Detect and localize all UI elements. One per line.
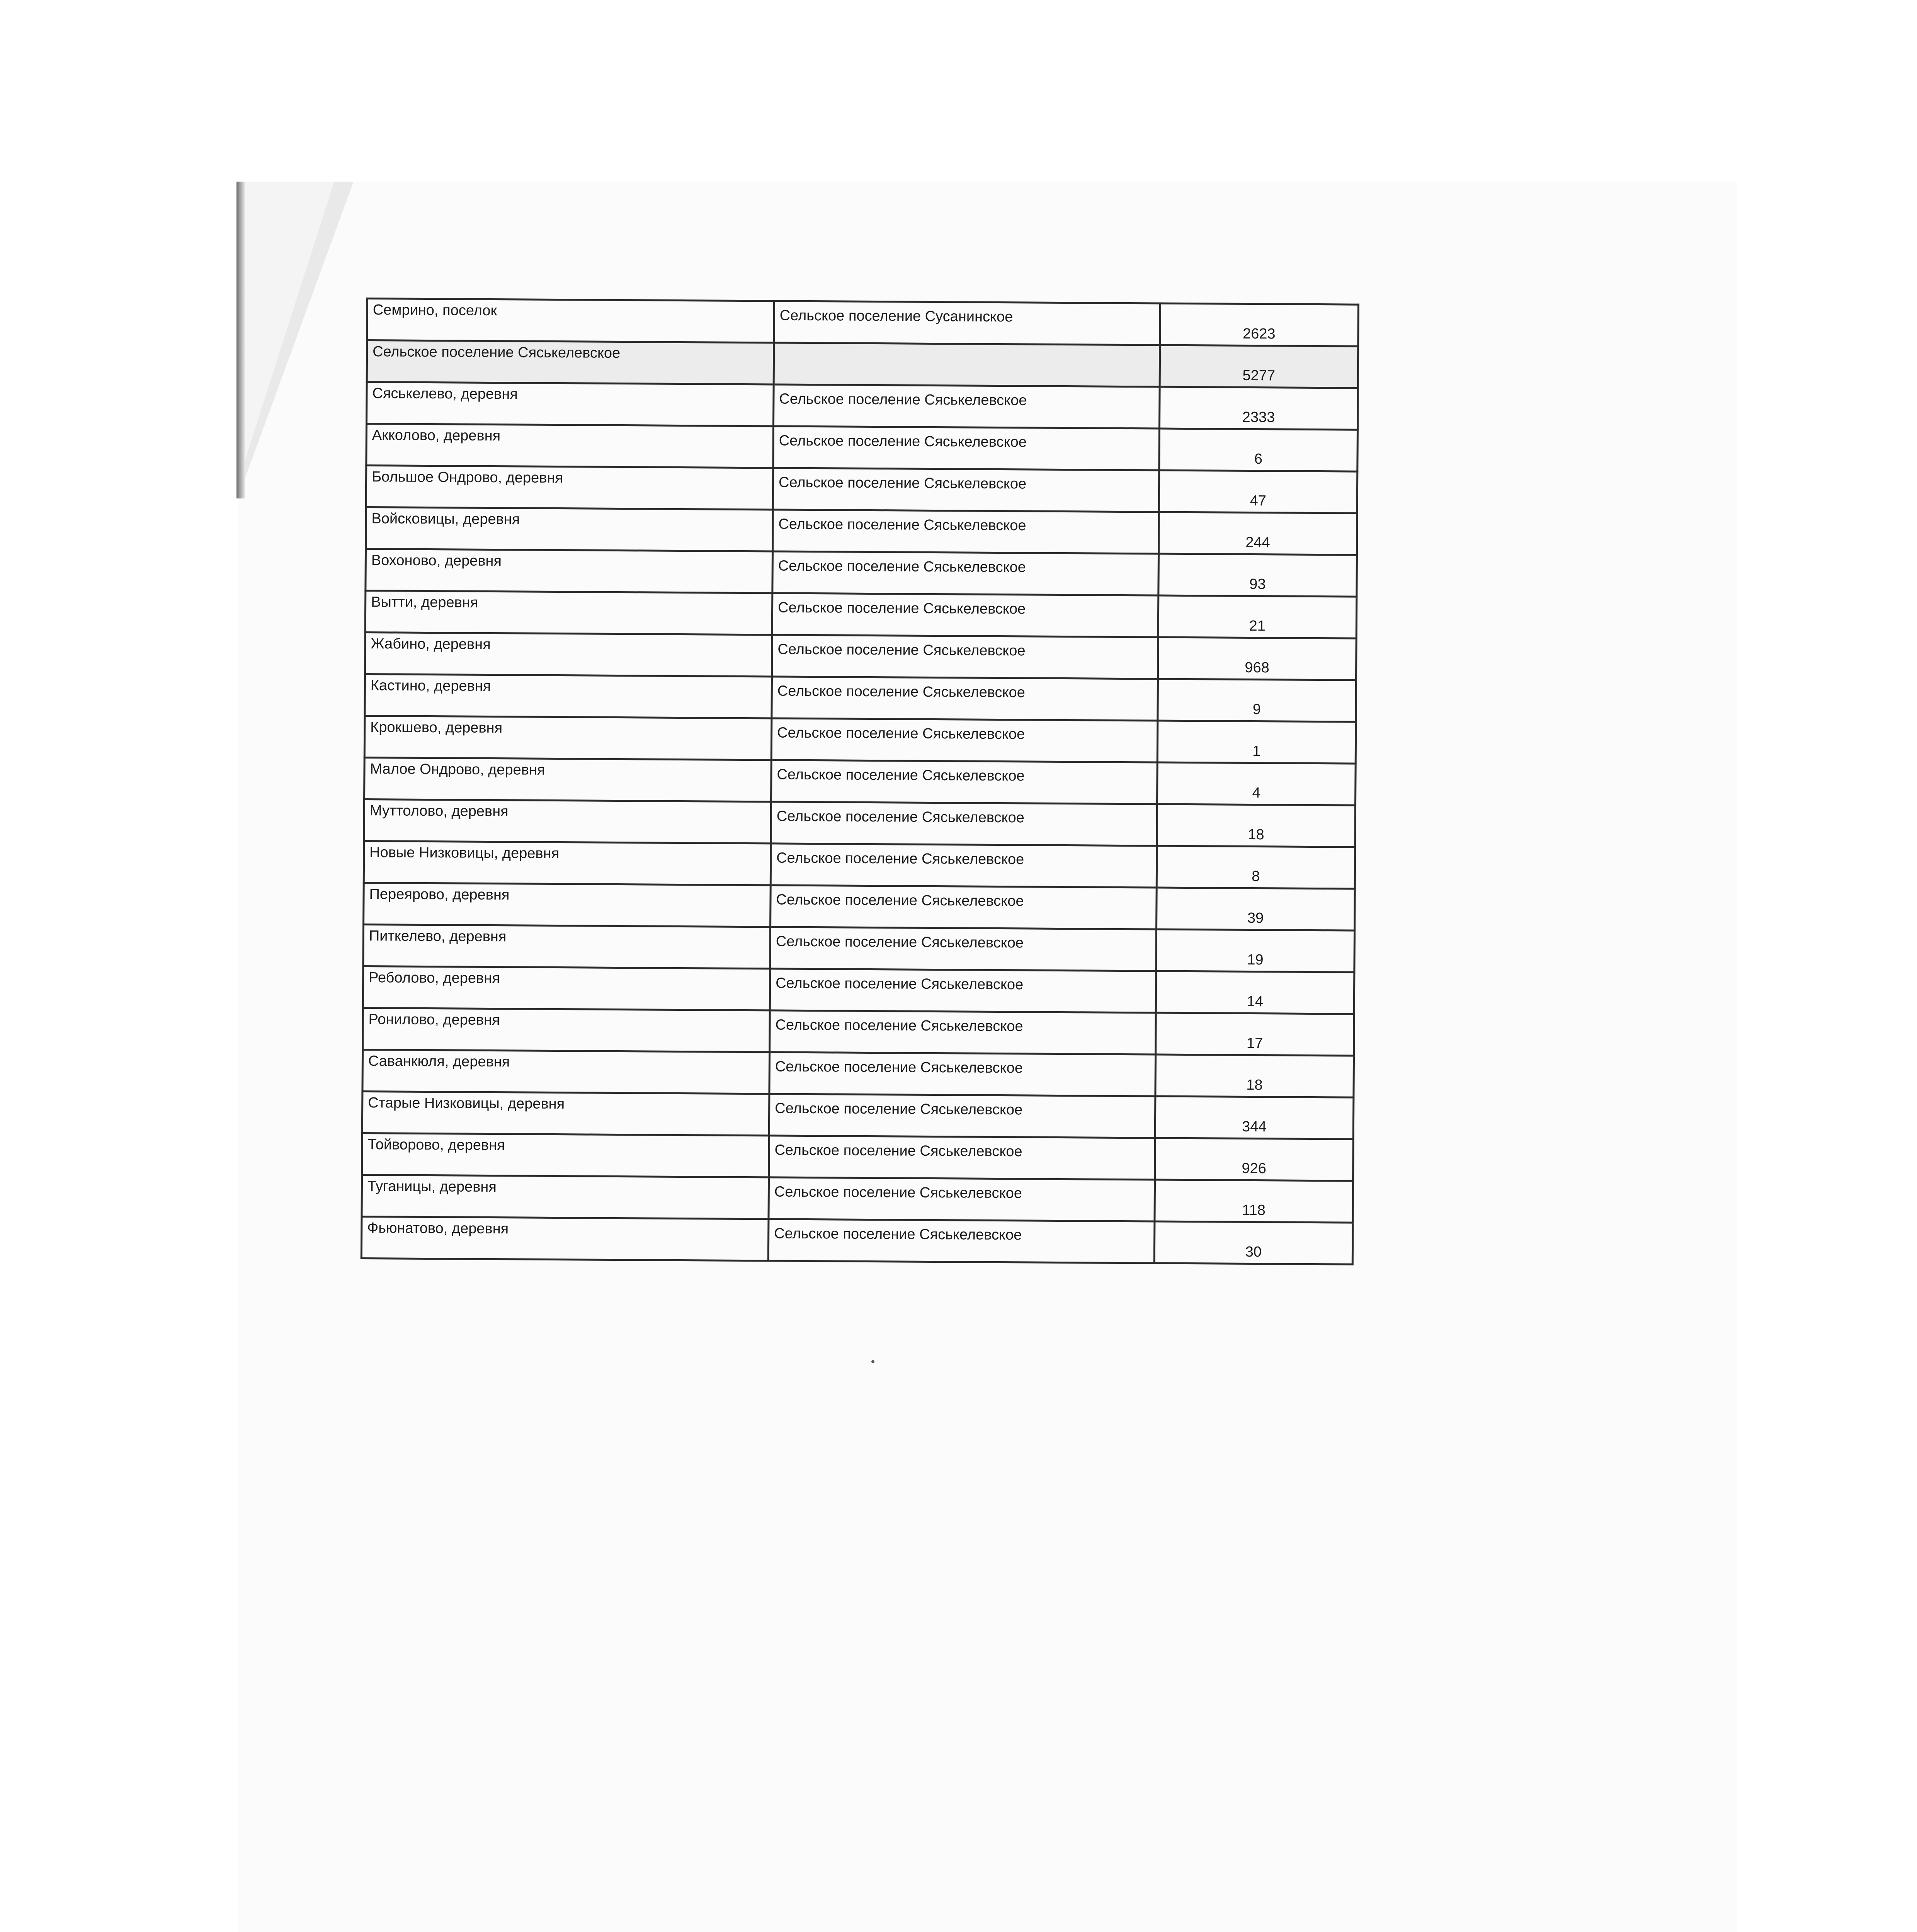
table-row <box>365 674 1356 722</box>
locality-name-cell: Туганицы, деревня <box>362 1175 769 1219</box>
population-cell: 968 <box>1158 637 1356 680</box>
settlement-cell: Сельское поселение Сяськелевское <box>769 1052 1155 1096</box>
locality-name-cell: Фьюнатово, деревня <box>361 1216 769 1260</box>
table-row <box>364 757 1356 805</box>
table-body <box>361 299 1358 1265</box>
settlement-cell: Сельское поселение Сяськелевское <box>773 510 1159 554</box>
locality-name-cell: Крокшево, деревня <box>364 716 772 760</box>
locality-name-cell: Ронилово, деревня <box>363 1008 770 1052</box>
locality-name-cell: Семрино, поселок <box>367 299 774 343</box>
population-cell: 18 <box>1155 1054 1354 1097</box>
settlement-cell: Сельское поселение Сяськелевское <box>773 426 1159 470</box>
population-cell: 1 <box>1157 721 1356 764</box>
table-row <box>364 841 1355 889</box>
settlement-cell: Сельское поселение Сяськелевское <box>771 885 1157 929</box>
population-cell: 2333 <box>1159 387 1358 430</box>
table-row <box>364 799 1356 847</box>
locality-name-cell: Муттолово, деревня <box>364 799 771 843</box>
settlement-cell: Сельское поселение Сяськелевское <box>771 718 1157 762</box>
locality-name-cell: Вытти, деревня <box>365 591 772 635</box>
table-row <box>362 1175 1353 1223</box>
population-cell: 8 <box>1157 846 1355 889</box>
table-row <box>366 424 1358 472</box>
population-cell: 2623 <box>1160 303 1359 346</box>
settlement-cell: Сельское поселение Сяськелевское <box>771 802 1157 846</box>
table-row <box>365 632 1357 680</box>
table-row <box>361 1216 1353 1264</box>
table-row <box>366 507 1357 555</box>
locality-name-cell: Малое Ондрово, деревня <box>364 757 772 801</box>
population-cell: 344 <box>1155 1096 1354 1139</box>
population-cell: 21 <box>1158 595 1357 638</box>
settlement-cell: Сельское поселение Сяськелевское <box>770 969 1156 1013</box>
population-cell: 18 <box>1157 804 1356 847</box>
locality-name-cell: Кастино, деревня <box>365 674 772 718</box>
table-row <box>367 299 1359 347</box>
locality-name-cell: Переярово, деревня <box>364 883 771 927</box>
table-row <box>367 340 1358 388</box>
locality-name-cell: Сяськелево, деревня <box>367 382 774 426</box>
locality-name-cell: Войсковицы, деревня <box>366 507 773 551</box>
population-cell: 6 <box>1159 429 1358 471</box>
population-cell: 30 <box>1154 1221 1353 1264</box>
population-cell: 9 <box>1158 679 1356 722</box>
settlement-cell: Сельское поселение Сяськелевское <box>773 384 1159 429</box>
settlement-cell: Сельское поселение Сяськелевское <box>769 1136 1155 1180</box>
table-row <box>362 1133 1354 1181</box>
population-cell: 4 <box>1157 762 1356 805</box>
table-row <box>367 382 1358 430</box>
locality-name-cell: Тойворово, деревня <box>362 1133 769 1177</box>
settlement-cell: Сельское поселение Сяськелевское <box>772 593 1158 637</box>
population-cell: 5277 <box>1160 345 1358 388</box>
settlement-cell: Сельское поселение Сяськелевское <box>773 468 1159 512</box>
folded-corner-highlight <box>238 182 334 483</box>
table-row <box>366 466 1357 514</box>
population-cell: 93 <box>1158 554 1357 597</box>
settlement-cell: Сельское поселение Сяськелевское <box>771 760 1157 804</box>
table-row <box>363 1008 1354 1056</box>
population-cell: 19 <box>1156 929 1355 972</box>
locality-name-cell: Саванкюля, деревня <box>362 1049 770 1094</box>
settlement-cell: Сельское поселение Сяськелевское <box>770 927 1156 971</box>
settlement-population-table <box>361 298 1359 1265</box>
locality-name-cell: Питкелево, деревня <box>363 924 771 968</box>
settlement-cell: Сельское поселение Сяськелевское <box>772 677 1158 721</box>
population-cell: 39 <box>1156 888 1355 930</box>
table-row <box>364 883 1355 930</box>
settlement-cell: Сельское поселение Сяськелевское <box>772 635 1158 679</box>
table-row <box>365 591 1357 639</box>
locality-name-cell: Сельское поселение Сяськелевское <box>367 340 774 384</box>
settlement-cell: Сельское поселение Сяськелевское <box>771 844 1157 888</box>
table-row <box>363 924 1355 972</box>
population-cell: 17 <box>1155 1013 1354 1056</box>
settlement-cell: Сельское поселение Сусанинское <box>774 301 1160 345</box>
population-cell: 118 <box>1155 1180 1353 1223</box>
table-row <box>364 716 1356 764</box>
locality-name-cell: Большое Ондрово, деревня <box>366 466 773 510</box>
scan-edge-shadow <box>236 182 245 498</box>
settlement-cell: Сельское поселение Сяськелевское <box>768 1219 1154 1263</box>
population-cell: 926 <box>1155 1138 1353 1181</box>
table-row <box>362 1091 1354 1139</box>
settlement-cell: Сельское поселение Сяськелевское <box>769 1094 1155 1138</box>
settlement-cell: Сельское поселение Сяськелевское <box>769 1177 1155 1221</box>
locality-name-cell: Реболово, деревня <box>363 966 770 1010</box>
locality-name-cell: Вохоново, деревня <box>366 549 773 593</box>
population-cell: 244 <box>1158 512 1357 555</box>
population-cell: 14 <box>1156 971 1354 1014</box>
settlement-cell: Сельское поселение Сяськелевское <box>772 551 1158 595</box>
table-row <box>366 549 1357 597</box>
locality-name-cell: Жабино, деревня <box>365 632 772 676</box>
population-cell: 47 <box>1159 470 1357 513</box>
scan-speck <box>871 1360 874 1363</box>
locality-name-cell: Старые Низковицы, деревня <box>362 1091 769 1135</box>
locality-name-cell: Новые Низковицы, деревня <box>364 841 771 885</box>
settlement-cell: Сельское поселение Сяськелевское <box>770 1010 1156 1054</box>
table-row <box>363 966 1354 1014</box>
settlement-cell <box>774 343 1160 387</box>
table-row <box>362 1049 1354 1097</box>
locality-name-cell: Акколово, деревня <box>366 424 774 468</box>
